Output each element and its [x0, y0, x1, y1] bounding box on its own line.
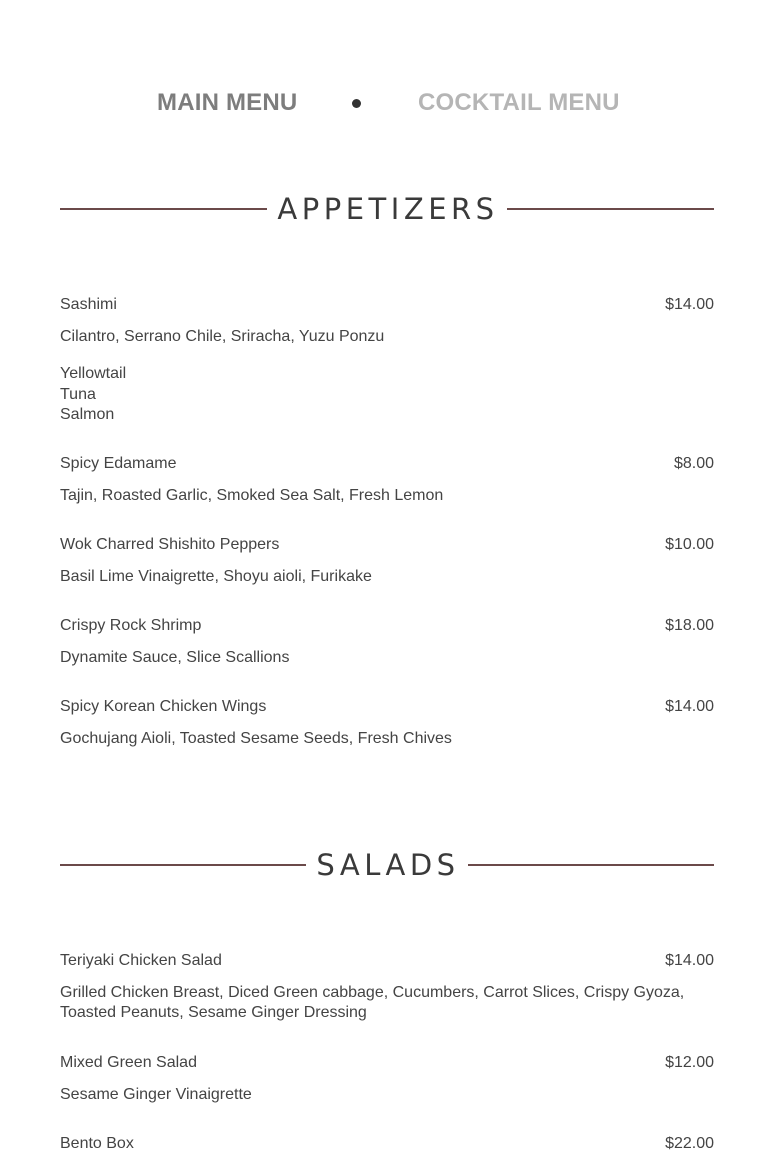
menu-item-spicy-edamame: [60, 454, 714, 506]
item-price: $22.00: [665, 1135, 714, 1152]
menu-item-bento-box: [60, 1134, 714, 1154]
menu-item-mixed-green-salad: [60, 1053, 714, 1105]
tab-separator-dot: [352, 99, 361, 108]
section-header-appetizers: [60, 189, 714, 229]
item-option: Salmon: [60, 406, 115, 423]
item-price: $12.00: [665, 1054, 714, 1071]
menu-item-shishito-peppers: [60, 535, 714, 587]
section-divider-right: [507, 208, 714, 210]
menu-tabs: [0, 86, 770, 120]
item-option: Yellowtail: [60, 365, 127, 382]
item-name: Wok Charred Shishito Peppers: [60, 536, 280, 553]
item-price: $10.00: [665, 536, 714, 553]
item-price: $14.00: [665, 952, 714, 969]
tab-cocktail-menu[interactable]: COCKTAIL MENU: [418, 89, 620, 116]
item-name: Bento Box: [60, 1135, 134, 1152]
section-title: APPETIZERS: [277, 192, 499, 226]
item-price: $8.00: [673, 455, 714, 472]
section-divider-left: [60, 864, 306, 866]
section-header-salads: [60, 845, 714, 885]
item-description: Basil Lime Vinaigrette, Shoyu aioli, Furikake: [60, 568, 372, 585]
item-description: Sesame Ginger Vinaigrette: [60, 1086, 252, 1103]
item-price: $14.00: [665, 698, 714, 715]
item-option: Tuna: [60, 385, 96, 403]
section-divider-right: [468, 864, 714, 866]
item-description: Tajin, Roasted Garlic, Smoked Sea Salt, Fresh Lemon: [60, 487, 444, 504]
item-description: Dynamite Sauce, Slice Scallions: [60, 649, 290, 666]
item-name: Crispy Rock Shrimp: [60, 617, 202, 634]
menu-item-teriyaki-chicken-salad: [60, 951, 714, 1023]
item-name: Teriyaki Chicken Salad: [60, 952, 222, 969]
tab-main-menu[interactable]: MAIN MENU: [157, 89, 298, 116]
section-title: SALADS: [316, 848, 460, 882]
item-name: Sashimi: [60, 296, 117, 313]
item-description: Gochujang Aioli, Toasted Sesame Seeds, Fresh Chives: [60, 730, 452, 747]
item-description: Cilantro, Serrano Chile, Sriracha, Yuzu Ponzu: [60, 328, 385, 345]
item-price: $14.00: [665, 296, 714, 313]
item-name: Spicy Edamame: [60, 455, 177, 472]
item-price: $18.00: [665, 617, 714, 634]
item-name: Mixed Green Salad: [60, 1054, 197, 1071]
menu-item-crispy-rock-shrimp: [60, 616, 714, 668]
menu-item-sashimi: [60, 295, 714, 426]
item-name: Spicy Korean Chicken Wings: [60, 698, 267, 715]
menu-item-korean-chicken-wings: [60, 697, 714, 749]
section-divider-left: [60, 208, 267, 210]
item-description: Grilled Chicken Breast, Diced Green cabbage, Cucumbers, Carrot Slices, Crispy Gyoza, Toasted Peanuts, Sesame Ginger Dressing: [60, 984, 685, 1021]
item-options: [60, 364, 714, 426]
